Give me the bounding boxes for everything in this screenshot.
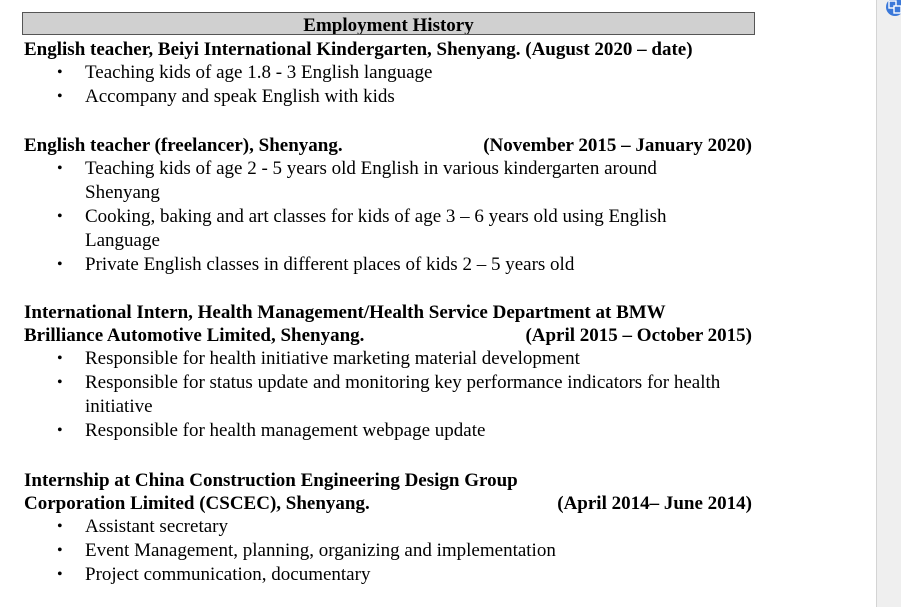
job-date: (April 2015 – October 2015) [525, 325, 752, 346]
bullet-icon: • [57, 518, 63, 535]
bullet-list [24, 347, 764, 443]
job-title-text: Internship at China Construction Engineering Design Group [24, 470, 518, 491]
list-item: • Cooking, baking and art classes for kids of age 3 – 6 years old using English Language [57, 206, 667, 251]
list-item: • Responsible for health initiative marketing material development [57, 348, 580, 369]
list-item: • Project communication, documentary [57, 564, 371, 585]
bullet-icon: • [57, 350, 63, 367]
job-entry [24, 301, 764, 443]
job-title-text: English teacher, Beiyi International Kindergarten, Shenyang. (August 2020 – date) [24, 39, 693, 60]
job-date: (November 2015 – January 2020) [483, 135, 752, 156]
bullet-list [24, 515, 764, 587]
list-item: • Assistant secretary [57, 516, 228, 537]
translate-icon-glyph [886, 0, 901, 16]
translate-icon[interactable] [886, 0, 901, 16]
job-title [24, 301, 764, 324]
list-item: • Private English classes in different places of kids 2 – 5 years old [57, 254, 575, 275]
list-item: • Teaching kids of age 1.8 - 3 English language [57, 62, 433, 83]
job-title [24, 469, 764, 492]
job-title [24, 324, 764, 347]
job-entry [24, 38, 764, 109]
bullet-icon: • [57, 208, 63, 225]
list-item: • Responsible for status update and monitoring key performance indicators for health initiative [57, 372, 721, 417]
job-title [24, 492, 764, 515]
bullet-icon: • [57, 542, 63, 559]
bullet-icon: • [57, 160, 63, 177]
job-title-text: English teacher (freelancer), Shenyang. [24, 135, 343, 156]
list-item: • Event Management, planning, organizing and implementation [57, 540, 556, 561]
job-title-text: International Intern, Health Management/Health Service Department at BMW [24, 302, 666, 323]
bullet-icon: • [57, 64, 63, 81]
job-entry [24, 134, 764, 277]
job-title-text: Brilliance Automotive Limited, Shenyang. [24, 325, 365, 346]
bullet-list [24, 61, 764, 109]
list-item: • Responsible for health management webpage update [57, 420, 486, 441]
job-title [24, 134, 764, 157]
bullet-icon: • [57, 88, 63, 105]
scrollbar-track[interactable] [876, 0, 901, 607]
list-item: • Accompany and speak English with kids [57, 86, 395, 107]
bullet-icon: • [57, 422, 63, 439]
bullet-icon: • [57, 374, 63, 391]
bullet-list [24, 157, 764, 277]
list-item: • Teaching kids of age 2 - 5 years old English in various kindergarten around Shenyang [57, 158, 657, 203]
job-title [24, 38, 764, 61]
job-date: (April 2014– June 2014) [557, 493, 752, 514]
bullet-icon: • [57, 566, 63, 583]
section-header: Employment History [22, 12, 755, 35]
job-title-text: Corporation Limited (CSCEC), Shenyang. [24, 493, 370, 514]
bullet-icon: • [57, 256, 63, 273]
job-entry [24, 469, 764, 587]
